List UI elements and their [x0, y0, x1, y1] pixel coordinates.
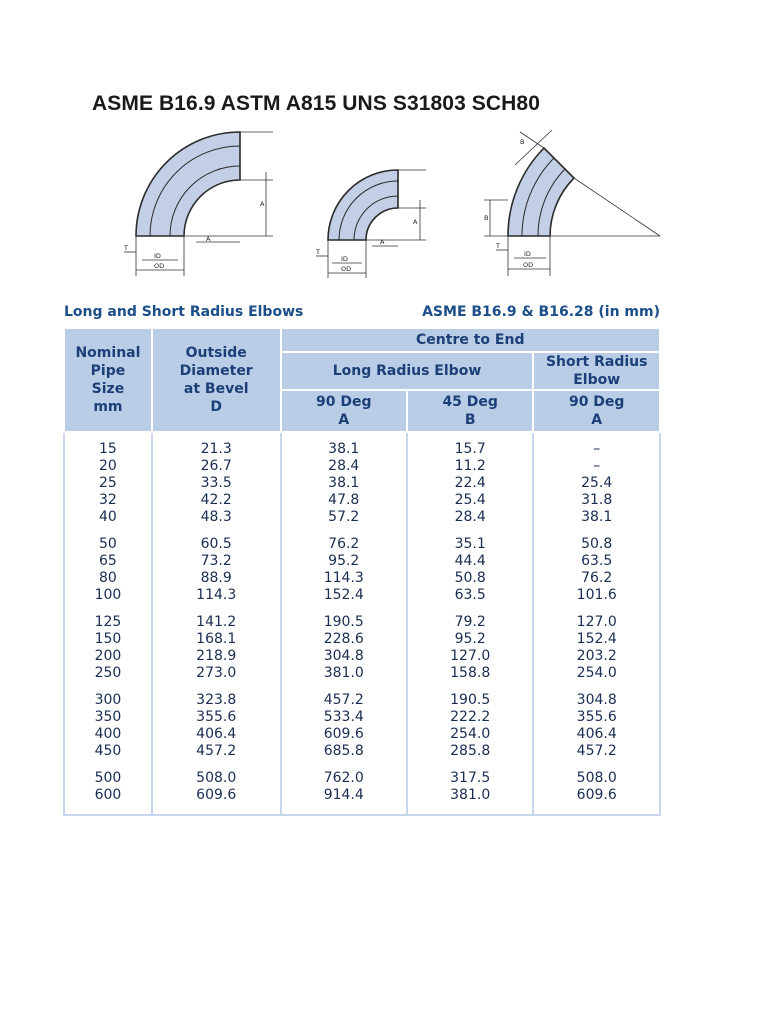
sr-90-cell: 304.8 355.6 406.4 457.2	[533, 682, 660, 760]
header-sr-90-deg: 90 Deg A	[533, 390, 660, 432]
diagram-label-od: OD	[341, 265, 352, 273]
outside-diameter-cell: 508.0 609.6	[152, 760, 281, 815]
diagram-label-a: A	[380, 238, 385, 246]
diagram-label-t: T	[496, 242, 500, 250]
elbow-diagrams	[110, 128, 670, 286]
diagram-label-id: ID	[524, 250, 531, 258]
table-row-group	[64, 526, 660, 604]
outside-diameter-cell: 21.3 26.7 33.5 42.2 48.3	[152, 432, 281, 526]
lr-45-cell: 35.1 44.4 50.8 63.5	[407, 526, 533, 604]
45-degree-elbow-diagram	[484, 130, 660, 276]
diagram-label-id: ID	[154, 252, 161, 260]
outside-diameter-cell: 60.5 73.2 88.9 114.3	[152, 526, 281, 604]
outside-diameter-cell: 141.2 168.1 218.9 273.0	[152, 604, 281, 682]
diagram-label-b: B	[520, 138, 525, 146]
header-lr-45-deg: 45 Deg B	[407, 390, 533, 432]
table-row-group	[64, 604, 660, 682]
lr-45-cell: 15.7 11.2 22.4 25.4 28.4	[407, 432, 533, 526]
diagram-label-a: A	[413, 218, 418, 226]
nominal-size-cell: 50 65 80 100	[64, 526, 152, 604]
header-short-radius-elbow: Short Radius Elbow	[533, 352, 660, 390]
table-row-group	[64, 432, 660, 526]
lr-90-cell: 190.5 228.6 304.8 381.0	[281, 604, 407, 682]
elbow-dimensions-table	[63, 327, 661, 816]
diagram-label-od: OD	[523, 261, 534, 269]
diagram-label-id: ID	[341, 255, 348, 263]
header-centre-to-end: Centre to End	[281, 328, 660, 352]
lr-45-cell: 79.2 95.2 127.0 158.8	[407, 604, 533, 682]
table-caption-standard: ASME B16.9 & B16.28 (in mm)	[422, 304, 660, 320]
short-radius-elbow-diagram	[315, 170, 426, 278]
nominal-size-cell: 300 350 400 450	[64, 682, 152, 760]
lr-90-cell: 38.1 28.4 38.1 47.8 57.2	[281, 432, 407, 526]
sr-90-cell: 127.0 152.4 203.2 254.0	[533, 604, 660, 682]
lr-90-cell: 762.0 914.4	[281, 760, 407, 815]
lr-90-cell: 76.2 95.2 114.3 152.4	[281, 526, 407, 604]
long-radius-elbow-diagram	[123, 132, 273, 276]
table-row-group	[64, 682, 660, 760]
header-lr-90-deg: 90 Deg A	[281, 390, 407, 432]
nominal-size-cell: 500 600	[64, 760, 152, 815]
page-title: ASME B16.9 ASTM A815 UNS S31803 SCH80	[92, 92, 540, 115]
sr-90-cell: – – 25.4 31.8 38.1	[533, 432, 660, 526]
sr-90-cell: 50.8 63.5 76.2 101.6	[533, 526, 660, 604]
header-outside-diameter: Outside Diameter at Bevel D	[152, 328, 281, 432]
sr-90-cell: 508.0 609.6	[533, 760, 660, 815]
nominal-size-cell: 15 20 25 32 40	[64, 432, 152, 526]
diagram-label-a: A	[206, 235, 211, 243]
lr-45-cell: 317.5 381.0	[407, 760, 533, 815]
elbow-diagrams-svg	[110, 128, 670, 286]
lr-90-cell: 457.2 533.4 609.6 685.8	[281, 682, 407, 760]
diagram-label-b: B	[484, 214, 489, 222]
header-nominal-pipe-size: Nominal Pipe Size mm	[64, 328, 152, 432]
nominal-size-cell: 125 150 200 250	[64, 604, 152, 682]
header-long-radius-elbow: Long Radius Elbow	[281, 352, 534, 390]
outside-diameter-cell: 323.8 355.6 406.4 457.2	[152, 682, 281, 760]
table-caption-title: Long and Short Radius Elbows	[64, 304, 304, 320]
diagram-label-t: T	[124, 244, 128, 252]
table-row-group	[64, 760, 660, 815]
lr-45-cell: 190.5 222.2 254.0 285.8	[407, 682, 533, 760]
diagram-label-t: T	[316, 248, 320, 256]
diagram-label-a: A	[260, 200, 265, 208]
table-caption	[64, 304, 662, 326]
diagram-label-od: OD	[154, 262, 165, 270]
